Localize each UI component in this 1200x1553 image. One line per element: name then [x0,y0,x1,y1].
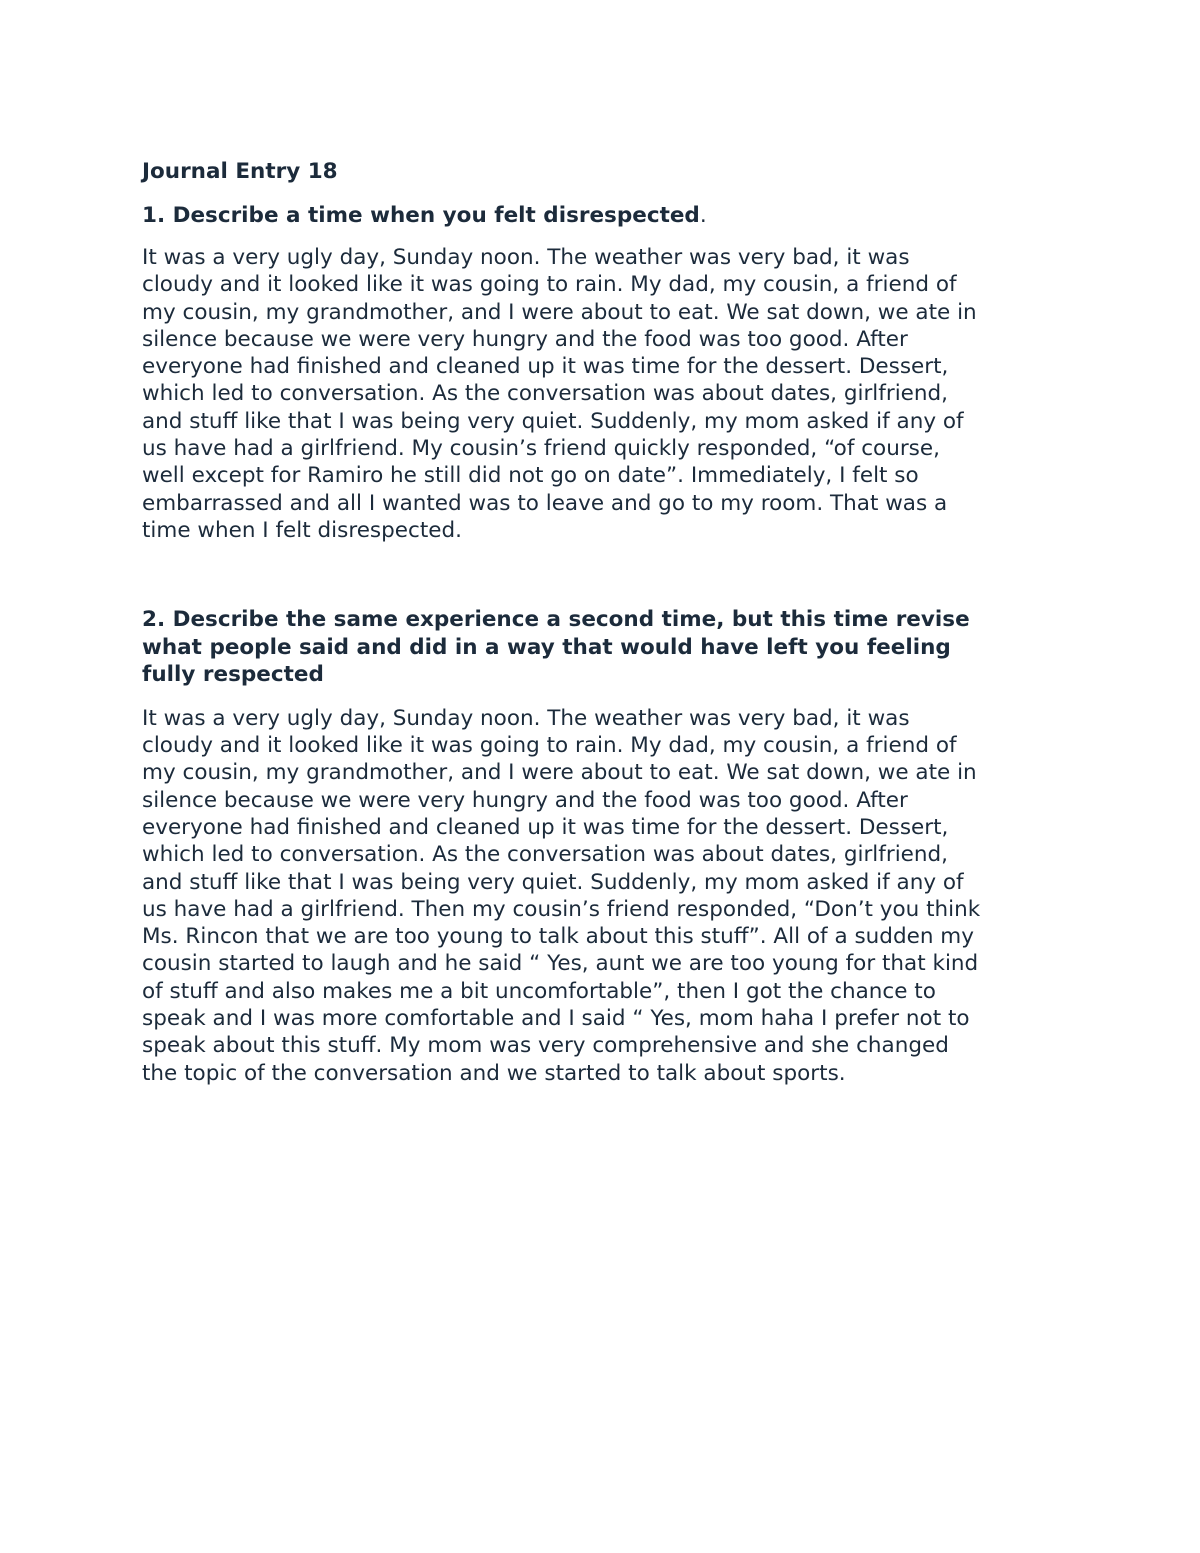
answer-1-line: my cousin, my grandmother, and I were about to eat. We sat down, we ate in [142,299,977,325]
answer-2-line: cloudy and it looked like it was going to rain. My dad, my cousin, a friend of [142,733,957,759]
answer-1-line: time when I felt disrespected. [142,517,462,543]
answer-2-line: which led to conversation. As the conversation was about dates, girlfriend, [142,842,948,868]
answer-2-line: us have had a girlfriend. Then my cousin’s friend responded, “Don’t you think [142,896,981,922]
answer-1-line: cloudy and it looked like it was going to rain. My dad, my cousin, a friend of [142,272,957,298]
answer-2-line: and stuff like that I was being very quiet. Suddenly, my mom asked if any of [142,869,964,895]
answer-1-line: well except for Ramiro he still did not go on date”. Immediately, I felt so [142,463,919,489]
answer-2-line: my cousin, my grandmother, and I were about to eat. We sat down, we ate in [142,760,977,786]
answer-1-line: which led to conversation. As the conversation was about dates, girlfriend, [142,381,948,407]
answer-1-line: silence because we were very hungry and the food was too good. After [142,326,908,352]
answer-2-line: speak about this stuff. My mom was very comprehensive and she changed [142,1033,949,1059]
answer-2-line: silence because we were very hungry and the food was too good. After [142,787,908,813]
question-2 [142,606,1070,689]
question-2-line: fully respected [142,662,324,688]
question-2-line: 2. Describe the same experience a second time, but this time revise [142,607,970,633]
answer-2-line: of stuff and also makes me a bit uncomfortable”, then I got the chance to [142,978,936,1004]
question-1-text: 1. Describe a time when you felt disrespected [142,203,700,228]
answer-1-line: It was a very ugly day, Sunday noon. The weather was very bad, it was [142,245,910,270]
document-body [142,156,1070,1087]
section-spacer [142,544,1070,606]
answer-1-line: embarrassed and all I wanted was to leave and go to my room. That was a [142,490,948,516]
answer-2-line: Ms. Rincon that we are too young to talk about this stuff”. All of a sudden my [142,924,974,950]
answer-1-line: everyone had finished and cleaned up it was time for the dessert. Dessert, [142,354,949,380]
answer-2-line: everyone had finished and cleaned up it was time for the dessert. Dessert, [142,814,949,840]
question-1 [142,200,1070,232]
answer-2-line: It was a very ugly day, Sunday noon. The weather was very bad, it was [142,705,910,731]
answer-1-line: us have had a girlfriend. My cousin’s friend quickly responded, “of course, [142,436,940,462]
answer-2-line: cousin started to laugh and he said “ Yes, aunt we are too young for that kind [142,951,979,977]
answer-2-line: the topic of the conversation and we started to talk about sports. [142,1060,846,1086]
answer-2 [142,705,1070,1087]
answer-2-line: speak and I was more comfortable and I said “ Yes, mom haha I prefer not to [142,1006,970,1032]
question-2-line: what people said and did in a way that would have left you feeling [142,634,951,660]
answer-1 [142,244,1070,544]
question-1-period: . [699,203,707,228]
page-title: Journal Entry 18 [142,159,338,184]
answer-1-line: and stuff like that I was being very quiet. Suddenly, my mom asked if any of [142,408,964,434]
